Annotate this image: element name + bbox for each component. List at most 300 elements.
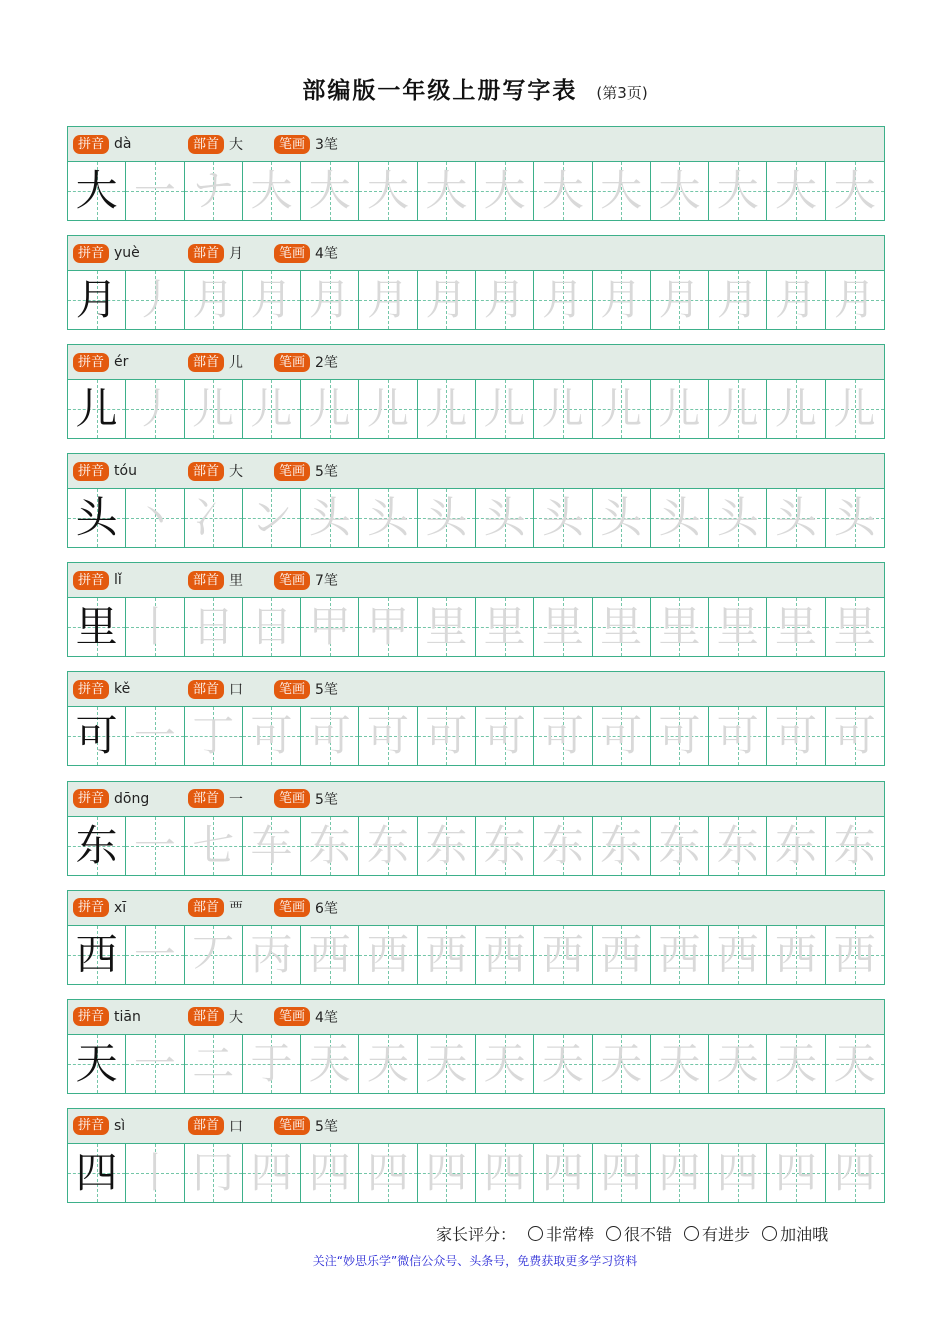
practice-cell[interactable] — [301, 1035, 359, 1093]
practice-cell[interactable] — [767, 489, 825, 547]
trace-character: 月 — [425, 275, 468, 325]
trace-character: 西 — [716, 929, 759, 979]
practice-cell[interactable] — [534, 1144, 592, 1202]
practice-cell[interactable] — [418, 598, 476, 656]
model-character: 儿 — [75, 384, 118, 434]
trace-character: 月 — [192, 275, 235, 325]
trace-character: 头 — [367, 493, 410, 543]
practice-cell[interactable] — [476, 926, 534, 984]
trace-character: 天 — [308, 1038, 351, 1088]
trace-character: 可 — [425, 711, 468, 761]
practice-cell[interactable] — [418, 1144, 476, 1202]
model-character: 天 — [75, 1038, 118, 1088]
trace-character: 里 — [600, 602, 643, 652]
practice-cell[interactable] — [534, 707, 592, 765]
radical-tag: 部首 — [188, 571, 224, 590]
practice-cell[interactable] — [593, 707, 651, 765]
trace-character: 月 — [775, 275, 818, 325]
strokes-tag: 笔画 — [274, 898, 310, 917]
trace-character: 天 — [483, 1038, 526, 1088]
strokes-value: 4笔 — [315, 246, 338, 263]
pinyin-field — [73, 898, 126, 917]
strokes-tag: 笔画 — [274, 135, 310, 154]
writing-grid — [68, 380, 884, 438]
practice-cell[interactable] — [418, 926, 476, 984]
practice-cell[interactable] — [185, 489, 243, 547]
trace-character: 四 — [658, 1147, 701, 1197]
practice-cell[interactable] — [826, 489, 884, 547]
trace-character: 大 — [833, 166, 876, 215]
practice-cell[interactable] — [709, 707, 767, 765]
pinyin-tag: 拼音 — [73, 244, 109, 263]
practice-cell[interactable] — [301, 598, 359, 656]
trace-character: 月 — [833, 275, 876, 325]
trace-character: 可 — [833, 711, 876, 761]
practice-cell[interactable] — [126, 162, 184, 220]
trace-character: 里 — [483, 602, 526, 652]
practice-cell[interactable] — [651, 1144, 709, 1202]
trace-character: 大 — [716, 166, 759, 215]
practice-cell[interactable] — [709, 598, 767, 656]
practice-cell[interactable] — [826, 1035, 884, 1093]
page-heading — [0, 72, 950, 105]
practice-cell[interactable] — [243, 489, 301, 547]
trace-character: 儿 — [192, 384, 235, 434]
trace-character: 丿 — [133, 384, 176, 434]
trace-character: 西 — [541, 929, 584, 979]
practice-cell[interactable] — [126, 1144, 184, 1202]
pinyin-value: tiān — [114, 1008, 141, 1025]
character-row — [67, 781, 885, 876]
strokes-field — [274, 461, 338, 481]
practice-cell[interactable] — [476, 271, 534, 329]
practice-cell[interactable] — [826, 380, 884, 438]
trace-character: 四 — [308, 1147, 351, 1197]
trace-character: 天 — [775, 1038, 818, 1088]
model-cell — [68, 489, 126, 547]
radical-tag: 部首 — [188, 1116, 224, 1135]
row-header — [68, 782, 884, 817]
radical-value: 儿 — [229, 355, 244, 372]
trace-character: 可 — [716, 711, 759, 761]
rating-option-circle[interactable] — [528, 1226, 543, 1241]
trace-character: 西 — [658, 929, 701, 979]
practice-cell[interactable] — [826, 817, 884, 875]
trace-character: 大 — [600, 166, 643, 215]
row-header — [68, 127, 884, 162]
practice-cell[interactable] — [243, 598, 301, 656]
practice-cell[interactable] — [418, 1035, 476, 1093]
practice-cell[interactable] — [418, 817, 476, 875]
writing-grid — [68, 271, 884, 329]
practice-cell[interactable] — [709, 817, 767, 875]
practice-cell[interactable] — [534, 817, 592, 875]
strokes-value: 5笔 — [315, 464, 338, 481]
practice-cell[interactable] — [301, 926, 359, 984]
radical-value: 口 — [229, 682, 244, 699]
trace-character: 东 — [658, 820, 701, 870]
practice-cell[interactable] — [359, 271, 417, 329]
radical-field — [188, 134, 243, 154]
trace-character: 可 — [541, 711, 584, 761]
radical-field — [188, 352, 243, 372]
trace-character: 头 — [775, 493, 818, 543]
rating-option-circle[interactable] — [684, 1226, 699, 1241]
trace-character: 大 — [775, 166, 818, 215]
practice-cell[interactable] — [185, 707, 243, 765]
practice-cell[interactable] — [651, 162, 709, 220]
practice-cell[interactable] — [418, 707, 476, 765]
strokes-value: 4笔 — [315, 1009, 338, 1026]
practice-cell[interactable] — [126, 817, 184, 875]
practice-cell[interactable] — [359, 162, 417, 220]
practice-cell[interactable] — [651, 598, 709, 656]
practice-cell[interactable] — [534, 271, 592, 329]
trace-character: 东 — [483, 820, 526, 870]
writing-grid — [68, 1035, 884, 1093]
trace-character: 西 — [308, 929, 351, 979]
trace-character: 儿 — [308, 384, 351, 434]
page-title: 部编版一年级上册写字表 — [302, 77, 578, 104]
trace-character: 儿 — [250, 384, 293, 434]
trace-character: 车 — [250, 820, 293, 870]
pinyin-field — [73, 244, 140, 263]
character-row — [67, 235, 885, 330]
practice-cell[interactable] — [359, 598, 417, 656]
practice-cell[interactable] — [534, 489, 592, 547]
practice-cell[interactable] — [126, 707, 184, 765]
strokes-value: 5笔 — [315, 791, 338, 808]
strokes-value: 2笔 — [315, 355, 338, 372]
trace-character: 四 — [600, 1147, 643, 1197]
trace-character: 头 — [716, 493, 759, 543]
practice-cell[interactable] — [767, 162, 825, 220]
strokes-tag: 笔画 — [274, 571, 310, 590]
trace-character: 西 — [483, 929, 526, 979]
row-header — [68, 672, 884, 707]
trace-character: 四 — [367, 1147, 410, 1197]
practice-cell[interactable] — [767, 271, 825, 329]
character-row — [67, 562, 885, 657]
practice-cell[interactable] — [476, 1144, 534, 1202]
practice-cell[interactable] — [359, 380, 417, 438]
practice-cell[interactable] — [126, 1035, 184, 1093]
trace-character: 月 — [308, 275, 351, 325]
pinyin-tag: 拼音 — [73, 680, 109, 699]
practice-cell[interactable] — [534, 598, 592, 656]
trace-character: 西 — [775, 929, 818, 979]
trace-character: ナ — [192, 166, 235, 215]
practice-cell[interactable] — [651, 271, 709, 329]
model-cell — [68, 707, 126, 765]
trace-character: 西 — [833, 929, 876, 979]
practice-cell[interactable] — [826, 162, 884, 220]
writing-grid — [68, 489, 884, 547]
strokes-field — [274, 1116, 338, 1136]
practice-cell[interactable] — [126, 380, 184, 438]
character-row — [67, 1108, 885, 1203]
radical-value: 大 — [229, 137, 244, 153]
practice-cell[interactable] — [359, 707, 417, 765]
practice-cell[interactable] — [418, 489, 476, 547]
trace-character: 里 — [658, 602, 701, 652]
practice-cell[interactable] — [243, 380, 301, 438]
practice-cell[interactable] — [709, 271, 767, 329]
trace-character: 头 — [833, 493, 876, 543]
practice-cell[interactable] — [243, 707, 301, 765]
strokes-field — [274, 134, 338, 154]
practice-cell[interactable] — [826, 271, 884, 329]
rating-option-circle[interactable] — [762, 1226, 777, 1241]
trace-character: 西 — [425, 929, 468, 979]
radical-field — [188, 789, 243, 809]
model-cell — [68, 271, 126, 329]
model-cell — [68, 162, 126, 220]
writing-grid — [68, 926, 884, 984]
pinyin-value: sì — [114, 1117, 126, 1134]
radical-tag: 部首 — [188, 244, 224, 263]
trace-character: 头 — [425, 493, 468, 543]
practice-cell[interactable] — [185, 817, 243, 875]
practice-cell[interactable] — [709, 926, 767, 984]
practice-cell[interactable] — [593, 1035, 651, 1093]
practice-cell[interactable] — [476, 162, 534, 220]
strokes-tag: 笔画 — [274, 789, 310, 808]
practice-cell[interactable] — [243, 271, 301, 329]
practice-cell[interactable] — [359, 489, 417, 547]
practice-cell[interactable] — [476, 489, 534, 547]
practice-cell[interactable] — [359, 926, 417, 984]
practice-cell[interactable] — [243, 817, 301, 875]
practice-cell[interactable] — [826, 1144, 884, 1202]
practice-cell[interactable] — [709, 1144, 767, 1202]
writing-grid — [68, 707, 884, 765]
trace-character: 天 — [541, 1038, 584, 1088]
practice-cell[interactable] — [301, 380, 359, 438]
practice-cell[interactable] — [476, 707, 534, 765]
strokes-value: 5笔 — [315, 1118, 338, 1135]
trace-character: 四 — [775, 1147, 818, 1197]
practice-cell[interactable] — [185, 926, 243, 984]
practice-cell[interactable] — [826, 926, 884, 984]
practice-cell[interactable] — [185, 162, 243, 220]
practice-cell[interactable] — [651, 489, 709, 547]
practice-cell[interactable] — [593, 271, 651, 329]
pinyin-value: dōng — [114, 790, 150, 807]
trace-character: 里 — [716, 602, 759, 652]
strokes-tag: 笔画 — [274, 1116, 310, 1135]
trace-character: 大 — [483, 166, 526, 215]
practice-cell[interactable] — [767, 926, 825, 984]
practice-cell[interactable] — [126, 489, 184, 547]
rating-label: 家长评分： — [436, 1225, 517, 1244]
strokes-value: 6笔 — [315, 900, 338, 917]
trace-character: ン — [250, 493, 293, 543]
practice-cell[interactable] — [651, 380, 709, 438]
trace-character: 儿 — [600, 384, 643, 434]
trace-character: 儿 — [658, 384, 701, 434]
trace-character: 可 — [600, 711, 643, 761]
practice-cell[interactable] — [593, 926, 651, 984]
radical-field — [188, 243, 243, 263]
trace-character: 儿 — [833, 384, 876, 434]
trace-character: 甲 — [308, 602, 351, 652]
trace-character: 月 — [250, 275, 293, 325]
strokes-tag: 笔画 — [274, 353, 310, 372]
practice-cell[interactable] — [534, 926, 592, 984]
practice-cell[interactable] — [126, 271, 184, 329]
strokes-tag: 笔画 — [274, 462, 310, 481]
strokes-value: 7笔 — [315, 573, 338, 590]
practice-cell[interactable] — [359, 817, 417, 875]
practice-cell[interactable] — [709, 380, 767, 438]
trace-character: 里 — [541, 602, 584, 652]
practice-cell[interactable] — [301, 817, 359, 875]
practice-cell[interactable] — [418, 162, 476, 220]
practice-cell[interactable] — [593, 598, 651, 656]
trace-character: 月 — [658, 275, 701, 325]
trace-character: 大 — [658, 166, 701, 215]
strokes-field — [274, 352, 338, 372]
practice-cell[interactable] — [709, 489, 767, 547]
pinyin-field — [73, 1007, 141, 1026]
practice-cell[interactable] — [651, 707, 709, 765]
pinyin-tag: 拼音 — [73, 1007, 109, 1026]
trace-character: 天 — [716, 1038, 759, 1088]
practice-cell[interactable] — [709, 1035, 767, 1093]
practice-cell[interactable] — [301, 707, 359, 765]
trace-character: 冫 — [192, 493, 235, 543]
practice-cell[interactable] — [359, 1144, 417, 1202]
row-header — [68, 236, 884, 271]
rating-option-circle[interactable] — [606, 1226, 621, 1241]
practice-cell[interactable] — [709, 162, 767, 220]
practice-cell[interactable] — [534, 380, 592, 438]
practice-cell[interactable] — [826, 598, 884, 656]
practice-cell[interactable] — [301, 1144, 359, 1202]
practice-cell[interactable] — [651, 1035, 709, 1093]
practice-cell[interactable] — [185, 1035, 243, 1093]
practice-cell[interactable] — [243, 926, 301, 984]
model-cell — [68, 380, 126, 438]
practice-cell[interactable] — [243, 1144, 301, 1202]
model-character: 月 — [75, 275, 118, 325]
model-character: 东 — [75, 820, 118, 870]
practice-cell[interactable] — [534, 1035, 592, 1093]
practice-cell[interactable] — [476, 1035, 534, 1093]
trace-character: 月 — [367, 275, 410, 325]
strokes-field — [274, 1007, 338, 1027]
practice-cell[interactable] — [767, 1035, 825, 1093]
practice-cell[interactable] — [185, 1144, 243, 1202]
pinyin-tag: 拼音 — [73, 353, 109, 372]
pinyin-field — [73, 1116, 125, 1135]
pinyin-value: tóu — [114, 463, 137, 480]
practice-cell[interactable] — [593, 817, 651, 875]
practice-cell[interactable] — [767, 380, 825, 438]
trace-character: 东 — [541, 820, 584, 870]
character-row — [67, 126, 885, 221]
radical-field — [188, 570, 243, 590]
trace-character: 天 — [367, 1038, 410, 1088]
practice-cell[interactable] — [301, 162, 359, 220]
practice-cell[interactable] — [359, 1035, 417, 1093]
practice-cell[interactable] — [185, 380, 243, 438]
trace-character: 于 — [250, 1038, 293, 1088]
practice-cell[interactable] — [651, 817, 709, 875]
practice-cell[interactable] — [826, 707, 884, 765]
practice-cell[interactable] — [301, 271, 359, 329]
trace-character: 可 — [250, 711, 293, 761]
practice-cell[interactable] — [185, 598, 243, 656]
trace-character: 丆 — [192, 929, 235, 979]
row-header — [68, 1000, 884, 1035]
practice-cell[interactable] — [593, 380, 651, 438]
pinyin-tag: 拼音 — [73, 135, 109, 154]
trace-character: 头 — [308, 493, 351, 543]
practice-cell[interactable] — [767, 707, 825, 765]
radical-value: 月 — [229, 246, 244, 263]
trace-character: 七 — [192, 820, 235, 870]
practice-cell[interactable] — [126, 598, 184, 656]
practice-cell[interactable] — [418, 271, 476, 329]
practice-cell[interactable] — [301, 489, 359, 547]
practice-cell[interactable] — [185, 271, 243, 329]
practice-cell[interactable] — [243, 1035, 301, 1093]
trace-character: 头 — [541, 493, 584, 543]
trace-character: 儿 — [775, 384, 818, 434]
trace-character: 天 — [600, 1038, 643, 1088]
practice-cell[interactable] — [767, 817, 825, 875]
practice-cell[interactable] — [767, 1144, 825, 1202]
character-row — [67, 999, 885, 1094]
character-row — [67, 453, 885, 548]
rating-option-label: 有进步 — [702, 1225, 751, 1244]
radical-tag: 部首 — [188, 680, 224, 699]
practice-cell[interactable] — [476, 817, 534, 875]
practice-cell[interactable] — [593, 1144, 651, 1202]
practice-cell[interactable] — [593, 162, 651, 220]
radical-field — [188, 679, 243, 699]
practice-cell[interactable] — [126, 926, 184, 984]
trace-character: 天 — [425, 1038, 468, 1088]
practice-cell[interactable] — [243, 162, 301, 220]
character-row — [67, 671, 885, 766]
practice-cell[interactable] — [476, 598, 534, 656]
trace-character: 日 — [250, 602, 293, 652]
practice-cell[interactable] — [476, 380, 534, 438]
practice-cell[interactable] — [534, 162, 592, 220]
trace-character: 东 — [833, 820, 876, 870]
practice-cell[interactable] — [767, 598, 825, 656]
row-header — [68, 891, 884, 926]
trace-character: 月 — [716, 275, 759, 325]
trace-character: 天 — [658, 1038, 701, 1088]
trace-character: 一 — [133, 820, 176, 870]
strokes-tag: 笔画 — [274, 244, 310, 263]
radical-value: 口 — [229, 1118, 244, 1135]
practice-cell[interactable] — [593, 489, 651, 547]
rating-option-label: 很不错 — [624, 1225, 673, 1244]
pinyin-field — [73, 353, 128, 372]
pinyin-field — [73, 462, 137, 481]
trace-character: 可 — [308, 711, 351, 761]
trace-character: 大 — [250, 166, 293, 215]
practice-cell[interactable] — [651, 926, 709, 984]
trace-character: 大 — [425, 166, 468, 215]
practice-cell[interactable] — [418, 380, 476, 438]
trace-character: 大 — [367, 166, 410, 215]
